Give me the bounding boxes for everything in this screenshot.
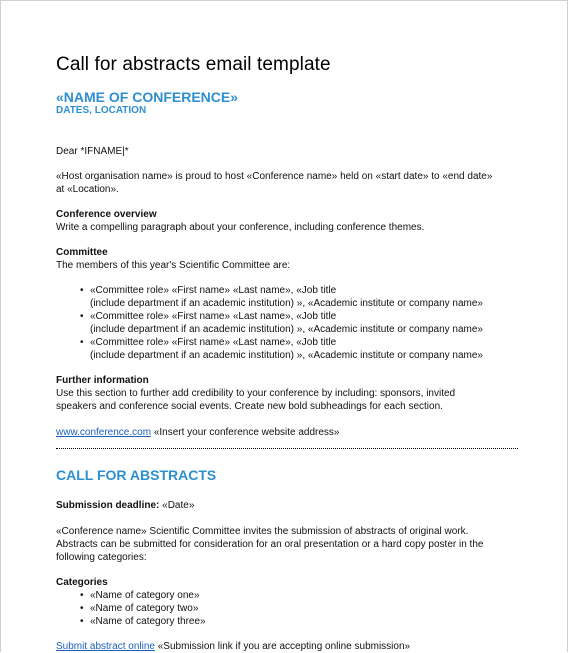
website-link[interactable]: www.conference.com bbox=[56, 427, 152, 438]
website-row bbox=[56, 426, 339, 439]
conference-dates-location: DATES, LOCATION bbox=[56, 105, 147, 116]
conference-name: «NAME OF CONFERENCE» bbox=[56, 89, 239, 105]
member-line-2: (include department if an academic institution) », «Academic institute or company name» bbox=[90, 350, 483, 361]
committee-heading: Committee bbox=[56, 247, 108, 258]
call-heading: CALL FOR ABSTRACTS bbox=[56, 467, 217, 483]
category-item bbox=[80, 615, 206, 628]
overview-heading: Conference overview bbox=[56, 209, 157, 220]
member-line-1: «Committee role» «First name» «Last name», «Job title bbox=[90, 285, 337, 296]
bullet-icon: • bbox=[80, 590, 84, 601]
bullet-icon: • bbox=[80, 311, 84, 322]
category-label: «Name of category two» bbox=[90, 603, 199, 614]
document-title: Call for abstracts email template bbox=[56, 54, 331, 75]
category-item bbox=[80, 602, 198, 615]
member-line-1: «Committee role» «First name» «Last name», «Job title bbox=[90, 311, 337, 322]
category-label: «Name of category one» bbox=[90, 590, 200, 601]
intro-line-2: at «Location». bbox=[56, 184, 119, 195]
further-heading: Further information bbox=[56, 375, 149, 386]
deadline-row bbox=[56, 499, 194, 512]
intro-line-1: «Host organisation name» is proud to host «Conference name» held on «start date» to «end date» bbox=[56, 171, 493, 182]
committee-member-2 bbox=[80, 310, 483, 336]
bullet-icon: • bbox=[80, 616, 84, 627]
categories-heading: Categories bbox=[56, 577, 108, 588]
category-label: «Name of category three» bbox=[90, 616, 206, 627]
submit-note: «Submission link if you are accepting online submission» bbox=[154, 641, 411, 652]
member-line-2: (include department if an academic institution) », «Academic institute or company name» bbox=[90, 298, 483, 309]
member-line-2: (include department if an academic institution) », «Academic institute or company name» bbox=[90, 324, 483, 335]
committee-member-1 bbox=[80, 284, 483, 310]
bullet-icon: • bbox=[80, 603, 84, 614]
bullet-icon: • bbox=[80, 285, 84, 296]
deadline-value: «Date» bbox=[159, 500, 195, 511]
committee-member-3 bbox=[80, 336, 483, 362]
section-divider bbox=[56, 448, 518, 449]
bullet-icon: • bbox=[80, 337, 84, 348]
submit-row bbox=[56, 640, 410, 653]
call-body-line-3: following categories: bbox=[56, 552, 147, 563]
call-body-line-2: Abstracts can be submitted for consideration for an oral presentation or a hard copy poster in the bbox=[56, 539, 484, 550]
member-line-1: «Committee role» «First name» «Last name», «Job title bbox=[90, 337, 337, 348]
call-body-line-1: «Conference name» Scientific Committee invites the submission of abstracts of original work. bbox=[56, 526, 469, 537]
further-line-2: speakers and conference social events. Create new bold subheadings for each section. bbox=[56, 401, 443, 412]
greeting: Dear *IFNAME|* bbox=[56, 146, 129, 157]
website-note: «Insert your conference website address» bbox=[151, 427, 340, 438]
overview-text: Write a compelling paragraph about your conference, including conference themes. bbox=[56, 222, 425, 233]
category-item bbox=[80, 589, 200, 602]
further-line-1: Use this section to further add credibility to your conference by including: sponsors, invited bbox=[56, 388, 456, 399]
committee-text: The members of this year's Scientific Committee are: bbox=[56, 260, 291, 271]
submit-abstract-link[interactable]: Submit abstract online bbox=[56, 641, 155, 652]
deadline-label: Submission deadline: bbox=[56, 500, 160, 511]
